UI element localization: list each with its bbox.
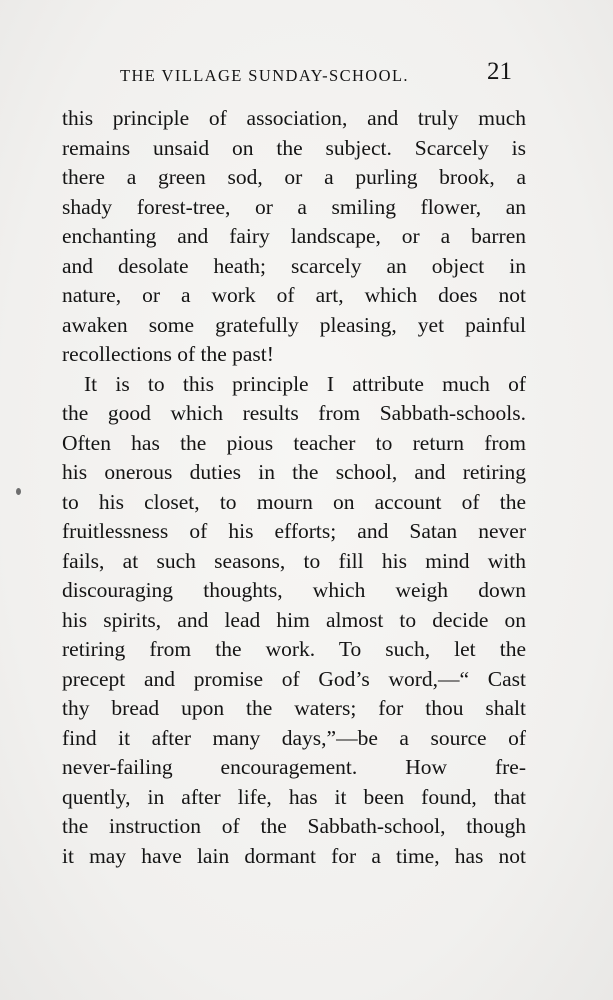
text-line: Often has the pious teacher to return from bbox=[62, 430, 526, 455]
text-line: precept and promise of God’s word,—“ Cast bbox=[62, 666, 526, 691]
text-line: his spirits, and lead him almost to decide on bbox=[62, 607, 526, 632]
text-line: remains unsaid on the subject. Scarcely is bbox=[62, 135, 526, 160]
text-line: enchanting and fairy landscape, or a barren bbox=[62, 224, 526, 248]
text-line: find it after many days,”—be a source of bbox=[62, 725, 526, 750]
page-number: 21 bbox=[487, 58, 512, 85]
text-line: never-failing encouragement. How fre- bbox=[62, 755, 526, 779]
paragraph-start-line: It is to this principle I attribute much of bbox=[84, 371, 526, 396]
running-title: THE VILLAGE SUNDAY-SCHOOL. bbox=[120, 66, 409, 85]
text-line: quently, in after life, has it been found, that bbox=[62, 784, 526, 809]
text-line: recollections of the past! bbox=[62, 342, 274, 366]
text-line: to his closet, to mourn on account of the bbox=[62, 489, 526, 514]
text-line: it may have lain dormant for a time, has not bbox=[62, 843, 526, 868]
text-line: discouraging thoughts, which weigh down bbox=[62, 578, 526, 602]
text-line: the instruction of the Sabbath-school, though bbox=[62, 814, 526, 838]
running-head bbox=[120, 58, 520, 90]
text-line: nature, or a work of art, which does not bbox=[62, 283, 526, 307]
text-line: the good which results from Sabbath-schools. bbox=[62, 401, 526, 425]
text-line: this principle of association, and truly much bbox=[62, 106, 526, 130]
text-line: fruitlessness of his efforts; and Satan never bbox=[62, 519, 526, 543]
text-line: awaken some gratefully pleasing, yet painful bbox=[62, 312, 526, 337]
text-line: fails, at such seasons, to fill his mind with bbox=[62, 548, 526, 573]
text-line: his onerous duties in the school, and retiring bbox=[62, 460, 526, 484]
text-line: shady forest-tree, or a smiling flower, an bbox=[62, 194, 526, 219]
text-line: retiring from the work. To such, let the bbox=[62, 637, 526, 661]
text-line: there a green sod, or a purling brook, a bbox=[62, 165, 526, 189]
body-text bbox=[62, 104, 526, 871]
text-line: thy bread upon the waters; for thou shalt bbox=[62, 696, 526, 720]
paper-speck bbox=[16, 488, 21, 495]
text-line: and desolate heath; scarcely an object in bbox=[62, 253, 526, 278]
